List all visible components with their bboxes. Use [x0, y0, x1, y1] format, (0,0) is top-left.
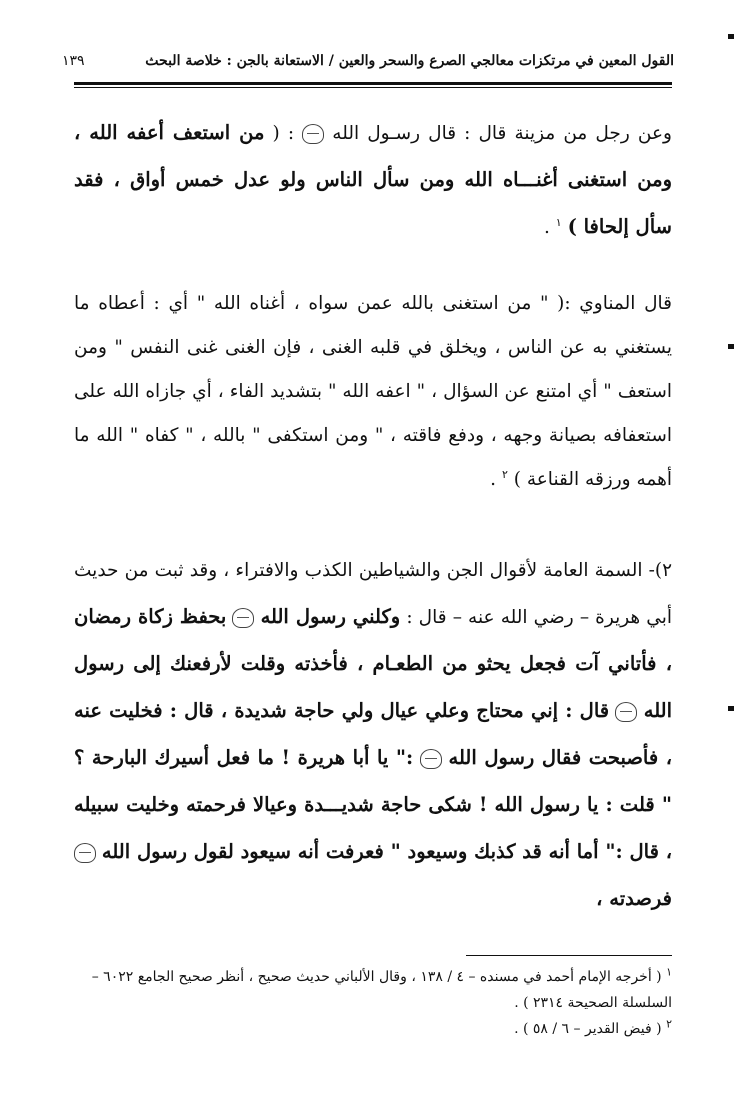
- munawi-paragraph: [74, 282, 672, 502]
- footnote-separator: [466, 955, 672, 956]
- point-two-bold-3: قال : إني محتاج وعلي عيال ولي حاجة شديدة ، قال : فخليت عنه ، فأصبحت فقال رسول الله: [74, 699, 672, 769]
- point-two-bold-2: بحفظ زكاة رمضان ، فأتاني آت فجعل يحثو من الطعـام ، فأخذته وقلت لأرفعنك إلى رسول الله: [74, 605, 673, 722]
- footnote-item: [74, 964, 672, 1016]
- point-two-bold-5: فرصدته ،: [596, 887, 672, 910]
- running-header: [62, 46, 674, 76]
- footnote-text: ( فيض القدير – ٦ / ٥٨ ) .: [514, 1021, 662, 1037]
- footnote-item: [74, 1016, 672, 1042]
- hadith-open: : (: [272, 123, 295, 144]
- footnote-number: ٢: [666, 1017, 672, 1031]
- point-two-intro: ٢)- السمة العامة لأقوال الجن والشياطين الكذب والافتراء ، وقد ثبت من حديث أبي هريرة – رضي الله عنه – قال :: [74, 560, 673, 628]
- salawat-glyph-icon: [232, 608, 254, 628]
- salawat-glyph-icon: [615, 702, 637, 722]
- footnote-ref: ١: [555, 215, 562, 229]
- header-rule-thick: [74, 82, 672, 85]
- munawi-end: .: [490, 469, 497, 490]
- point-two-bold-1: وكلني رسول الله: [260, 605, 401, 628]
- page-edge-mark: [728, 34, 734, 39]
- hadith-paragraph: [74, 110, 672, 251]
- hadith-text: من استعف أعفه الله ، ومن استغنى أغنـــاه الله ومن سأل الناس ولو عدل خمس أواق ، فقد سأل إلحافا ): [74, 121, 672, 238]
- salawat-glyph-icon: [302, 124, 324, 144]
- footnote-ref: ٢: [501, 467, 508, 481]
- point-two-bold-4: :" يا أبا هريرة ! ما فعل أسيرك البارحة ؟ " قلت : يا رسول الله ! شكى حاجة شديـــدة وعيالا فرحمته وخليت سبيله ، قال :" أما أنه قد كذبك وسيعود " فعرفت أنه سيعود لقول رسول الله: [74, 746, 672, 863]
- munawi-text: قال المناوي :( " من استغنى بالله عمن سواه ، أغناه الله " أي : أعطاه ما يستغني به عن الناس ، ويخلق في قلبه الغنى ، فإن الغنى غنى النفس " ومن استعف " أي امتنع عن السؤال ، " اعفه الله " بتشديد الفاء ، أي جازاه الله على استعفافه بصيانة وجهه ، ودفع فاقته ، " ومن استكفى " بالله ، " كفاه " الله ما أهمه ورزقه القناعة ): [74, 293, 672, 490]
- page-number: ١٣٩: [62, 53, 85, 69]
- page-edge-mark: [728, 706, 734, 711]
- point-two-paragraph: [74, 548, 672, 923]
- footnote-number: ١: [666, 965, 672, 979]
- footnote-text: ( أخرجه الإمام أحمد في مسنده – ٤ / ١٣٨ ، وقال الألباني حديث صحيح ، أنظر صحيح الجامع ٦٠٢٢ – السلسلة الصحيحة ٢٣١٤ ) .: [91, 969, 672, 1011]
- header-rule-thin: [74, 87, 672, 88]
- hadith-end: .: [544, 217, 550, 238]
- salawat-glyph-icon: [420, 749, 442, 769]
- page-edge-mark: [728, 344, 734, 349]
- footnotes: [74, 964, 672, 1042]
- hadith-intro: وعن رجل من مزينة قال : قال رسـول الله: [332, 123, 672, 144]
- salawat-glyph-icon: [74, 843, 96, 863]
- header-title: القول المعين في مرتكزات معالجي الصرع والسحر والعين / الاستعانة بالجن : خلاصة البحث: [145, 53, 674, 69]
